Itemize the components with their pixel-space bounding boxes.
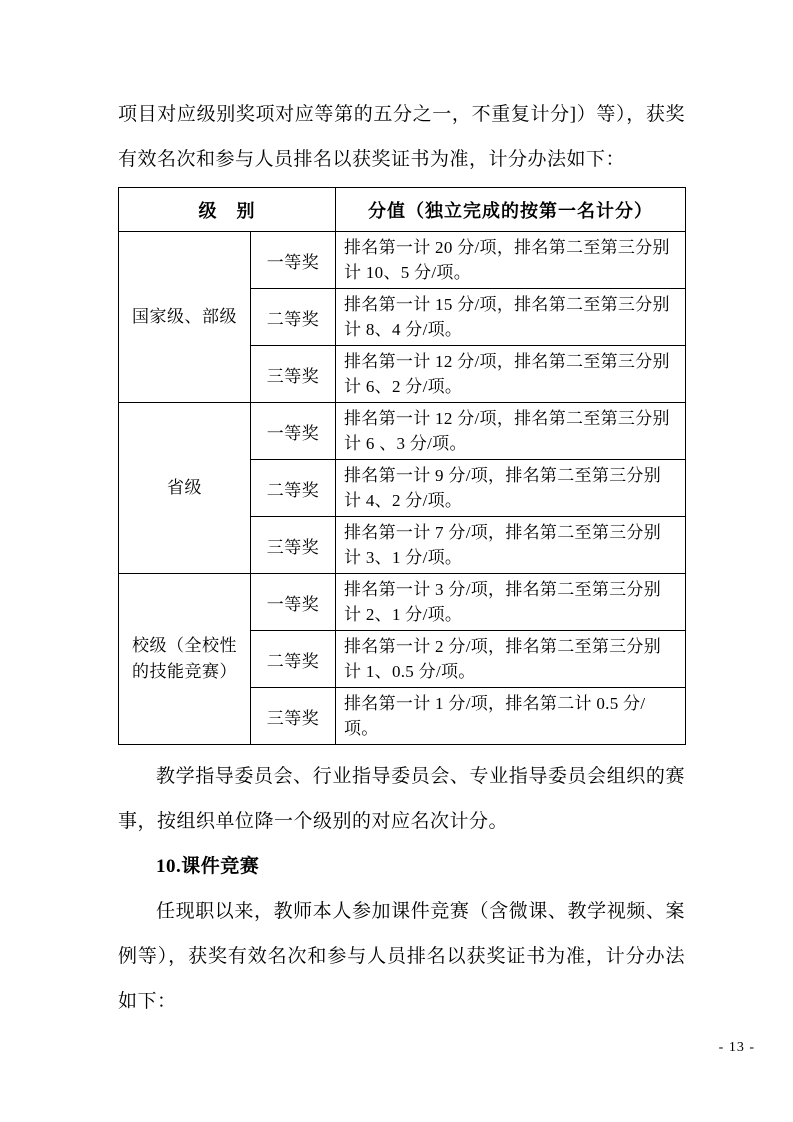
desc-cell: 排名第一计 12 分/项，排名第二至第三分别计 6 、3 分/项。 bbox=[336, 403, 686, 460]
level-cell-province: 省级 bbox=[119, 403, 251, 574]
desc-cell: 排名第一计 7 分/项，排名第二至第三分别计 3、1 分/项。 bbox=[336, 517, 686, 574]
tier-cell: 三等奖 bbox=[251, 517, 336, 574]
paragraph-committee: 教学指导委员会、行业指导委员会、专业指导委员会组织的赛事，按组织单位降一个级别的对应名次计分。 bbox=[118, 766, 685, 832]
paragraph-courseware: 任现职以来，教师本人参加课件竞赛（含微课、教学视频、案例等），获奖有效名次和参与人员排名以获奖证书为准，计分办法如下： bbox=[118, 901, 685, 1012]
desc-cell: 排名第一计 12 分/项，排名第二至第三分别计 6、2 分/项。 bbox=[336, 346, 686, 403]
tier-cell: 一等奖 bbox=[251, 574, 336, 631]
tier-cell: 一等奖 bbox=[251, 403, 336, 460]
table-row bbox=[119, 574, 686, 631]
table-row bbox=[119, 232, 686, 289]
desc-cell: 排名第一计 3 分/项，排名第二至第三分别计 2、1 分/项。 bbox=[336, 574, 686, 631]
page-content bbox=[118, 92, 685, 1024]
desc-cell: 排名第一计 2 分/项，排名第二至第三分别计 1、0.5 分/项。 bbox=[336, 631, 686, 688]
desc-cell: 排名第一计 9 分/项，排名第二至第三分别计 4、2 分/项。 bbox=[336, 460, 686, 517]
desc-cell: 排名第一计 15 分/项，排名第二至第三分别计 8、4 分/项。 bbox=[336, 289, 686, 346]
section-heading-courseware: 10.课件竞赛 bbox=[156, 856, 260, 877]
page-number: - 13 - bbox=[718, 1040, 755, 1055]
tier-cell: 三等奖 bbox=[251, 688, 336, 745]
desc-cell: 排名第一计 1 分/项，排名第二计 0.5 分/项。 bbox=[336, 688, 686, 745]
level-cell-national: 国家级、部级 bbox=[119, 232, 251, 403]
score-table bbox=[118, 187, 686, 745]
table-header-score: 分值（独立完成的按第一名计分） bbox=[336, 188, 686, 232]
tier-cell: 二等奖 bbox=[251, 631, 336, 688]
tier-cell: 二等奖 bbox=[251, 460, 336, 517]
tier-cell: 一等奖 bbox=[251, 232, 336, 289]
table-row bbox=[119, 403, 686, 460]
level-cell-school: 校级（全校性的技能竞赛） bbox=[119, 574, 251, 745]
paragraph-continuation: 项目对应级别奖项对应等第的五分之一，不重复计分]）等），获奖有效名次和参与人员排名以获奖证书为准，计分办法如下： bbox=[118, 104, 685, 170]
desc-cell: 排名第一计 20 分/项，排名第二至第三分别计 10、5 分/项。 bbox=[336, 232, 686, 289]
tier-cell: 三等奖 bbox=[251, 346, 336, 403]
table-header-level: 级 别 bbox=[119, 188, 336, 232]
tier-cell: 二等奖 bbox=[251, 289, 336, 346]
table-header-row bbox=[119, 188, 686, 232]
